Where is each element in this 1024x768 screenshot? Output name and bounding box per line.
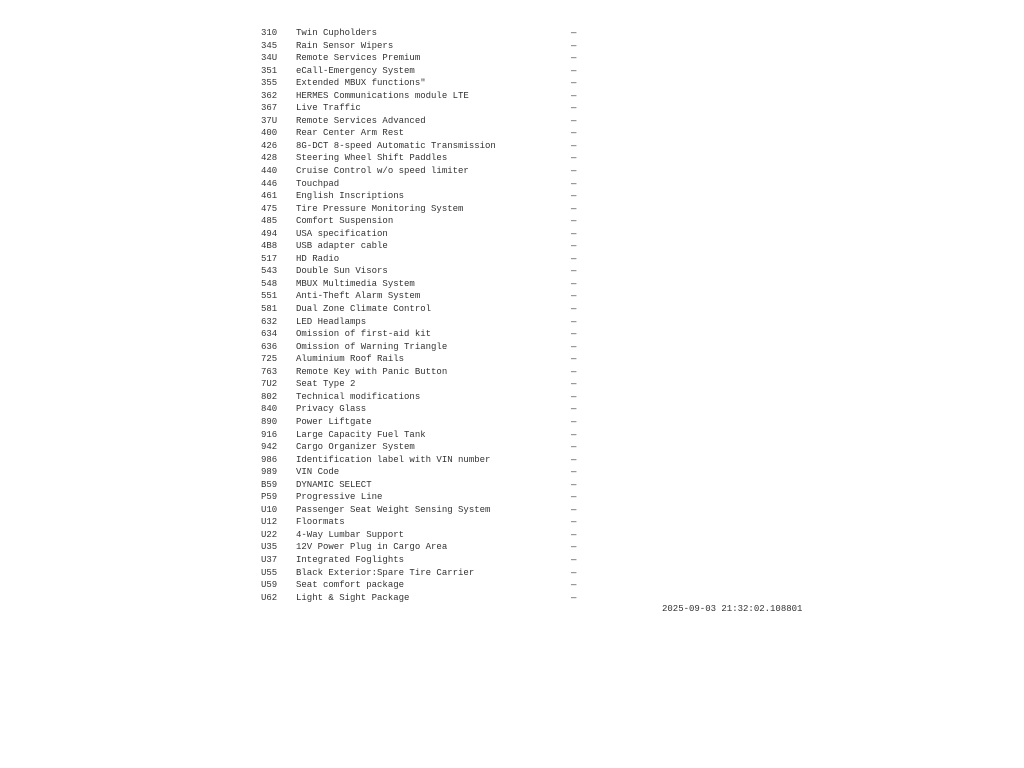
option-code: 475	[261, 203, 278, 214]
option-status: —	[571, 404, 577, 415]
option-code: U22	[261, 529, 278, 540]
option-description: 12V Power Plug in Cargo Area	[296, 542, 448, 553]
list-item	[261, 529, 591, 542]
option-code: 428	[261, 153, 278, 164]
option-code: 581	[261, 304, 278, 315]
option-code: 37U	[261, 115, 278, 126]
option-code: P59	[261, 492, 278, 503]
option-description: DYNAMIC SELECT	[296, 479, 372, 490]
option-code: U62	[261, 592, 278, 603]
option-code-list	[261, 27, 591, 604]
list-item	[261, 278, 591, 291]
option-status: —	[571, 316, 577, 327]
option-code: 426	[261, 140, 278, 151]
option-code: 351	[261, 65, 278, 76]
option-status: —	[571, 429, 577, 440]
option-description: HD Radio	[296, 253, 340, 264]
option-status: —	[571, 178, 577, 189]
timestamp: 2025-09-03 21:32:02.108801	[662, 604, 803, 614]
option-description: Progressive Line	[296, 492, 383, 503]
list-item	[261, 52, 591, 65]
list-item	[261, 152, 591, 165]
list-item	[261, 240, 591, 253]
option-status: —	[571, 492, 577, 503]
option-description: Privacy Glass	[296, 404, 367, 415]
option-status: —	[571, 153, 577, 164]
option-status: —	[571, 542, 577, 553]
list-item	[261, 366, 591, 379]
option-code: 634	[261, 329, 278, 340]
option-code: 4B8	[261, 241, 278, 252]
option-status: —	[571, 529, 577, 540]
option-description: MBUX Multimedia System	[296, 278, 415, 289]
list-item	[261, 592, 591, 605]
option-status: —	[571, 216, 577, 227]
option-status: —	[571, 128, 577, 139]
option-code: 400	[261, 128, 278, 139]
list-item	[261, 316, 591, 329]
option-status: —	[571, 65, 577, 76]
option-status: —	[571, 266, 577, 277]
list-item	[261, 554, 591, 567]
option-code: 942	[261, 442, 278, 453]
option-description: Rain Sensor Wipers	[296, 40, 394, 51]
list-item	[261, 203, 591, 216]
list-item	[261, 265, 591, 278]
option-description: Cargo Organizer System	[296, 442, 415, 453]
option-code: 310	[261, 28, 278, 38]
option-code: 367	[261, 103, 278, 114]
option-code: U10	[261, 504, 278, 515]
option-status: —	[571, 241, 577, 252]
list-item	[261, 378, 591, 391]
option-description: eCall-Emergency System	[296, 65, 415, 76]
list-item	[261, 479, 591, 492]
option-status: —	[571, 278, 577, 289]
list-item	[261, 579, 591, 592]
list-item	[261, 127, 591, 140]
option-status: —	[571, 479, 577, 490]
list-item	[261, 454, 591, 467]
option-code: 890	[261, 416, 278, 427]
option-description: Integrated Foglights	[296, 554, 405, 565]
list-item	[261, 391, 591, 404]
list-item	[261, 491, 591, 504]
option-status: —	[571, 467, 577, 478]
option-description: USA specification	[296, 228, 388, 239]
option-description: Omission of first-aid kit	[296, 329, 432, 340]
option-status: —	[571, 191, 577, 202]
option-status: —	[571, 592, 577, 603]
option-status: —	[571, 517, 577, 528]
option-description: English Inscriptions	[296, 191, 405, 202]
option-status: —	[571, 416, 577, 427]
option-code: 355	[261, 78, 278, 89]
option-code: 34U	[261, 53, 278, 64]
option-code: 840	[261, 404, 278, 415]
list-item	[261, 353, 591, 366]
list-item	[261, 65, 591, 78]
option-code: B59	[261, 479, 278, 490]
option-status: —	[571, 442, 577, 453]
option-code: 440	[261, 166, 278, 177]
option-status: —	[571, 354, 577, 365]
option-description: Tire Pressure Monitoring System	[296, 203, 464, 214]
option-description: Comfort Suspension	[296, 216, 394, 227]
option-status: —	[571, 28, 577, 38]
option-status: —	[571, 391, 577, 402]
list-item	[261, 190, 591, 203]
option-code: 636	[261, 341, 278, 352]
option-code: U55	[261, 567, 278, 578]
option-description: Remote Key with Panic Button	[296, 366, 448, 377]
list-item	[261, 27, 591, 40]
option-status: —	[571, 580, 577, 591]
list-item	[261, 290, 591, 303]
option-status: —	[571, 103, 577, 114]
option-description: Large Capacity Fuel Tank	[296, 429, 426, 440]
option-code: U37	[261, 554, 278, 565]
option-code: 763	[261, 366, 278, 377]
list-item	[261, 165, 591, 178]
list-item	[261, 253, 591, 266]
option-description: Seat Type 2	[296, 379, 356, 390]
option-status: —	[571, 454, 577, 465]
option-code: U35	[261, 542, 278, 553]
option-code: 7U2	[261, 379, 278, 390]
list-item	[261, 416, 591, 429]
option-description: Remote Services Premium	[296, 53, 421, 64]
list-item	[261, 228, 591, 241]
option-status: —	[571, 78, 577, 89]
option-code: 551	[261, 291, 278, 302]
option-description: Omission of Warning Triangle	[296, 341, 448, 352]
list-item	[261, 567, 591, 580]
option-description: Light & Sight Package	[296, 592, 410, 603]
option-description: Extended MBUX functions"	[296, 78, 426, 89]
list-item	[261, 303, 591, 316]
option-status: —	[571, 53, 577, 64]
option-description: USB adapter cable	[296, 241, 388, 252]
option-status: —	[571, 140, 577, 151]
option-code: 345	[261, 40, 278, 51]
option-code: 548	[261, 278, 278, 289]
option-description: Black Exterior:Spare Tire Carrier	[296, 567, 475, 578]
option-description: Technical modifications	[296, 391, 421, 402]
option-code: 989	[261, 467, 278, 478]
option-description: LED Headlamps	[296, 316, 367, 327]
list-item	[261, 77, 591, 90]
list-item	[261, 178, 591, 191]
option-code: 916	[261, 429, 278, 440]
list-item	[261, 140, 591, 153]
option-status: —	[571, 304, 577, 315]
option-status: —	[571, 228, 577, 239]
option-status: —	[571, 203, 577, 214]
list-item	[261, 341, 591, 354]
option-status: —	[571, 253, 577, 264]
option-description: 8G-DCT 8-speed Automatic Transmission	[296, 140, 496, 151]
option-description: Steering Wheel Shift Paddles	[296, 153, 448, 164]
list-item	[261, 429, 591, 442]
option-code: 461	[261, 191, 278, 202]
option-status: —	[571, 379, 577, 390]
option-description: Aluminium Roof Rails	[296, 354, 405, 365]
option-description: Passenger Seat Weight Sensing System	[296, 504, 491, 515]
option-description: HERMES Communications module LTE	[296, 90, 469, 101]
option-description: Touchpad	[296, 178, 340, 189]
option-status: —	[571, 504, 577, 515]
option-description: Live Traffic	[296, 103, 361, 114]
list-item	[261, 541, 591, 554]
option-code: 485	[261, 216, 278, 227]
option-description: Anti-Theft Alarm System	[296, 291, 421, 302]
option-code: 632	[261, 316, 278, 327]
option-status: —	[571, 554, 577, 565]
option-code: 446	[261, 178, 278, 189]
list-item	[261, 215, 591, 228]
list-item	[261, 102, 591, 115]
list-item	[261, 516, 591, 529]
option-description: Power Liftgate	[296, 416, 372, 427]
option-description: Seat comfort package	[296, 580, 405, 591]
list-item	[261, 403, 591, 416]
list-item	[261, 90, 591, 103]
list-item	[261, 441, 591, 454]
option-description: Remote Services Advanced	[296, 115, 426, 126]
option-code: 986	[261, 454, 278, 465]
list-item	[261, 40, 591, 53]
option-code: 517	[261, 253, 278, 264]
option-status: —	[571, 366, 577, 377]
list-item	[261, 466, 591, 479]
option-description: Twin Cupholders	[296, 28, 378, 38]
option-status: —	[571, 40, 577, 51]
option-status: —	[571, 115, 577, 126]
option-description: Floormats	[296, 517, 345, 528]
option-code: 362	[261, 90, 278, 101]
option-status: —	[571, 567, 577, 578]
option-description: Double Sun Visors	[296, 266, 388, 277]
option-status: —	[571, 90, 577, 101]
option-status: —	[571, 341, 577, 352]
option-code: 543	[261, 266, 278, 277]
option-description: 4-Way Lumbar Support	[296, 529, 405, 540]
option-code: U59	[261, 580, 278, 591]
option-code: 725	[261, 354, 278, 365]
option-code: U12	[261, 517, 278, 528]
option-description: Rear Center Arm Rest	[296, 128, 405, 139]
option-status: —	[571, 329, 577, 340]
option-code: 802	[261, 391, 278, 402]
option-description: VIN Code	[296, 467, 340, 478]
option-description: Cruise Control w/o speed limiter	[296, 166, 469, 177]
option-status: —	[571, 291, 577, 302]
option-status: —	[571, 166, 577, 177]
list-item	[261, 115, 591, 128]
option-description: Identification label with VIN number	[296, 454, 491, 465]
option-description: Dual Zone Climate Control	[296, 304, 432, 315]
option-code: 494	[261, 228, 278, 239]
list-item	[261, 504, 591, 517]
list-item	[261, 328, 591, 341]
